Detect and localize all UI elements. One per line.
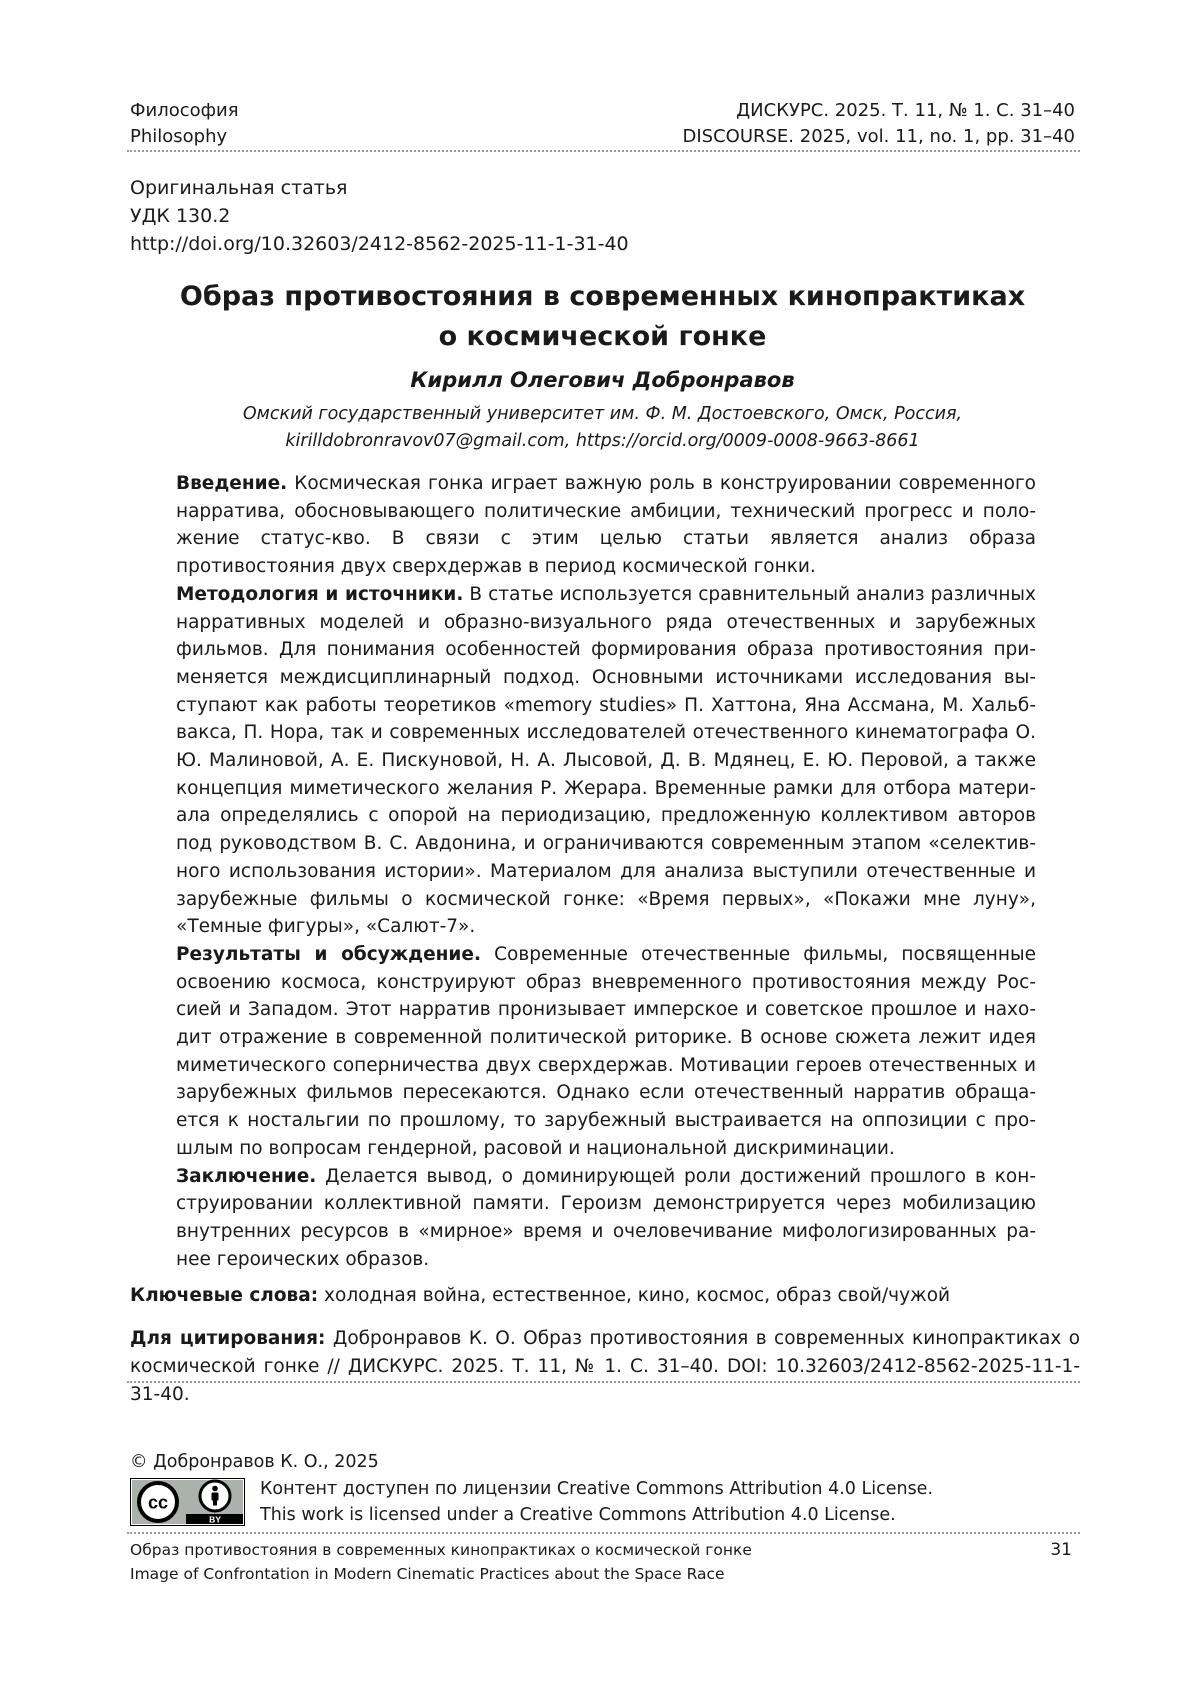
abstract — [176, 470, 1036, 1273]
copyright: © Добронравов К. О., 2025 — [130, 1452, 379, 1472]
journal-ref-en: DISCOURSE. 2025, vol. 11, no. 1, pp. 31–40 — [682, 126, 1075, 147]
abstract-intro-label: Введение. — [176, 473, 288, 494]
abstract-methodology — [176, 581, 1036, 941]
abstract-introduction — [176, 470, 1036, 581]
abstract-results — [176, 941, 1036, 1163]
license-text — [260, 1476, 933, 1528]
author-affiliation — [130, 401, 1075, 455]
abstract-intro-text: Космическая гонка играет важную роль в конструировании современного нарратива, обосновывающего политические амбиции, технический прогресс и положение статус-кво. В связи с этим целью статьи является анализ образа противостояния двух сверхдержав в период космической гонки. — [176, 473, 1036, 578]
article-title — [130, 277, 1075, 357]
footer-title-en: Image of Confrontation in Modern Cinematic Practices about the Space Race — [130, 1565, 725, 1583]
footer-divider — [127, 1532, 1080, 1534]
running-header-section — [130, 98, 239, 150]
abstract-methods-label: Методология и источники. — [176, 583, 464, 605]
title-line-1: Образ противостояния в современных кинопрактиках — [179, 281, 1026, 312]
by-icon-text: BY — [209, 1514, 221, 1525]
citation — [130, 1325, 1080, 1409]
section-ru: Философия — [130, 100, 239, 121]
affiliation-line: Омский государственный университет им. Ф. М. Достоевского, Омск, Россия, — [242, 404, 963, 424]
keywords-text: холодная война, естественное, кино, космос, образ свой/чужой — [324, 1285, 951, 1306]
section-en: Philosophy — [130, 126, 228, 147]
abstract-methods-text: В статье используется сравнительный анализ различных нарративных моделей и образно-визуального ряда отечественных и зарубежных фильмов. Для понимания особенностей формирования образа противостояния применяется междисциплинарный подход. Основными источниками исследования выступают как работы теоретиков «memory studies» П. Хаттона, Яна Ассмана, М. Хальбвакса, П. Нора, так и современных исследователей отечественного кинематографа О. Ю. Малиновой, А. Е. Пискуновой, Н. А. Лысовой, Д. В. Мдянец, Е. Ю. Перовой, а также концепция миметического желания Р. Жерара. Временные рамки для отбора материала определялись с опорой на периодизацию, предложенную коллективом авторов под руководством В. С. Авдонина, и ограничиваются современным этапом «селективного использования истории». Материалом для анализа выступили отечественные и зарубежные фильмы о космической гонке: «Время первых», «Покажи мне луну», «Темные фигуры», «Салют-7». — [176, 583, 1036, 938]
license-en: This work is licensed under a Creative Commons Attribution 4.0 License. — [260, 1505, 896, 1525]
cc-icon-text: cc — [147, 1492, 169, 1513]
article-type: Оригинальная статья — [130, 177, 348, 199]
abstract-results-text: Современные отечественные фильмы, посвященные освоению космоса, конструируют образ вневременного противостояния между Россией и Западом. Этот нарратив пронизывает имперское и советское прошлое и находит отражение в современной политической риторике. В основе сюжета лежит идея миметического соперничества двух сверхдержав. Мотивации героев отечественных и зарубежных фильмов пересекаются. Однако если отечественный нарратив обращается к ностальгии по прошлому, то зарубежный выстраивается на оппозиции с прошлым по вопросам гендерной, расовой и национальной дискриминации. — [176, 943, 1036, 1159]
running-footer — [130, 1538, 752, 1586]
article-meta — [130, 174, 629, 258]
cc-by-license-badge[interactable] — [130, 1478, 245, 1526]
abstract-conclusion — [176, 1163, 1036, 1274]
doi-link[interactable]: http://doi.org/10.32603/2412-8562-2025-11-1-31-40 — [130, 233, 629, 255]
page-number: 31 — [1050, 1540, 1072, 1560]
citation-label: Для цитирования: — [130, 1328, 326, 1349]
author-contacts[interactable]: kirilldobronravov07@gmail.com, https://orcid.org/0009-0008-9663-8661 — [285, 431, 920, 451]
citation-divider — [127, 1381, 1080, 1383]
abstract-conclusion-label: Заключение. — [176, 1165, 317, 1187]
author-name: Кирилл Олегович Добронравов — [410, 368, 795, 392]
udk-code: УДК 130.2 — [130, 205, 231, 227]
title-line-2: о космической гонке — [438, 321, 767, 352]
keywords — [130, 1282, 1075, 1310]
running-header-journal — [682, 98, 1075, 150]
citation-text: Добронравов К. О. Образ противостояния в современных кинопрактиках о космической гонке // ДИСКУРС. 2025. Т. 11, № 1. С. 31–40. DOI: 10.32603/2412-8562-2025-11-1-31-40. — [130, 1328, 1081, 1405]
header-divider — [127, 150, 1080, 152]
license-ru: Контент доступен по лицензии Creative Commons Attribution 4.0 License. — [260, 1479, 934, 1499]
abstract-results-label: Результаты и обсуждение. — [176, 943, 481, 965]
keywords-label: Ключевые слова: — [130, 1285, 319, 1306]
journal-ref-ru: ДИСКУРС. 2025. Т. 11, № 1. С. 31–40 — [736, 100, 1075, 121]
footer-title-ru: Образ противостояния в современных кинопрактиках о космической гонке — [130, 1541, 752, 1559]
abstract-conclusion-text: Делается вывод, о доминирующей роли достижений прошлого в конструировании коллективной памяти. Героизм демонстрируется через мобилизацию внутренних ресурсов в «мирное» время и очеловечивание мифологизированных ранее героических образов. — [176, 1165, 1036, 1270]
